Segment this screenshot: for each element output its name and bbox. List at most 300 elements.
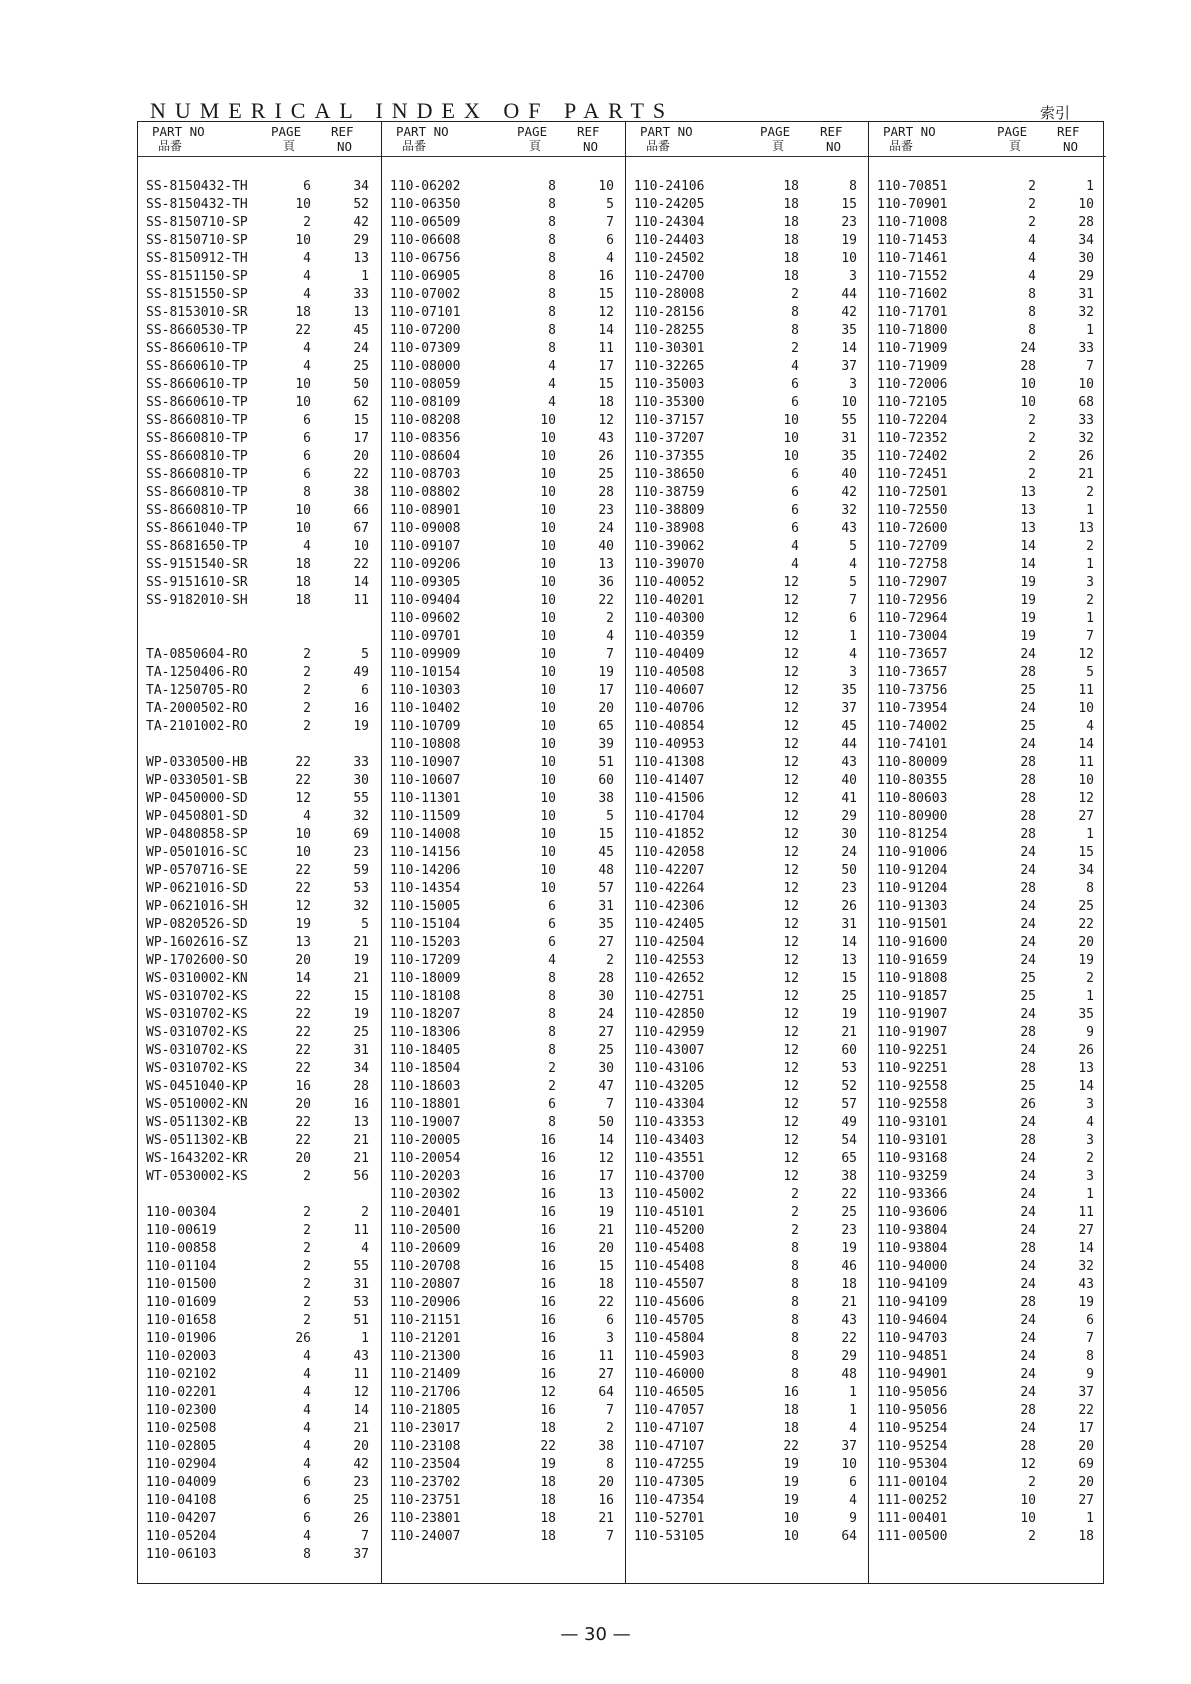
ref-number-cell: 26 [841, 899, 857, 914]
table-row [138, 880, 381, 898]
page-header: PAGE [997, 124, 1028, 139]
column-header [869, 122, 1106, 157]
ref-number-cell: 26 [1078, 449, 1094, 464]
ref-number-cell: 16 [598, 269, 614, 284]
table-row [869, 646, 1106, 664]
ref-number-cell: 43 [353, 1349, 369, 1364]
page-number-cell: 10 [540, 737, 556, 752]
part-number: 110-21805 [390, 1403, 461, 1418]
page-number-cell: 24 [1020, 647, 1036, 662]
page-number-cell: 8 [548, 341, 556, 356]
page-number-cell: 16 [540, 1187, 556, 1202]
page-number-cell: 10 [783, 413, 799, 428]
column-header [138, 122, 381, 157]
part-number: 110-80900 [877, 809, 948, 824]
table-row [626, 934, 869, 952]
part-number: 111-00401 [877, 1511, 948, 1526]
page-number-cell: 2 [303, 665, 311, 680]
ref-number-cell: 53 [353, 1295, 369, 1310]
page-number-cell: 6 [303, 1493, 311, 1508]
page-number-cell: 4 [303, 341, 311, 356]
part-number: WP-0480858-SP [146, 827, 248, 842]
table-row [869, 718, 1106, 736]
ref-number-cell: 42 [353, 215, 369, 230]
page-number-cell: 4 [303, 1529, 311, 1544]
page-number-cell: 24 [1020, 1205, 1036, 1220]
page-number-cell: 25 [1020, 683, 1036, 698]
ref-number-cell: 21 [353, 1151, 369, 1166]
table-row [626, 862, 869, 880]
ref-number-cell: 59 [353, 863, 369, 878]
part-number: 110-08208 [390, 413, 461, 428]
table-row [626, 1150, 869, 1168]
page-number-cell: 12 [1020, 1457, 1036, 1472]
page-number-cell: 24 [1020, 1223, 1036, 1238]
page-number-cell: 16 [783, 1385, 799, 1400]
page-number-cell: 8 [548, 1043, 556, 1058]
ref-number-cell: 23 [353, 1475, 369, 1490]
table-row [138, 1510, 381, 1528]
ref-number-cell: 55 [353, 1259, 369, 1274]
ref-number-cell: 13 [1078, 1061, 1094, 1076]
page-number-cell: 12 [783, 1151, 799, 1166]
page-number-cell: 10 [540, 611, 556, 626]
ref-number-cell: 16 [598, 1493, 614, 1508]
table-row [138, 1042, 381, 1060]
part-number: 110-40854 [634, 719, 705, 734]
ref-number-cell: 21 [353, 935, 369, 950]
ref-number-cell: 38 [598, 791, 614, 806]
part-number: SS-8660610-TP [146, 377, 248, 392]
ref-number-cell: 7 [361, 1529, 369, 1544]
ref-no-header: NO [1063, 139, 1079, 154]
part-number: 110-09008 [390, 521, 461, 536]
part-number: 110-01658 [146, 1313, 217, 1328]
table-row [382, 934, 626, 952]
part-number: 110-91204 [877, 863, 948, 878]
page-number-cell: 8 [548, 215, 556, 230]
page-number-cell: 24 [1020, 953, 1036, 968]
ref-number-cell: 20 [353, 1439, 369, 1454]
table-row [138, 1384, 381, 1402]
part-number: TA-1250705-RO [146, 683, 248, 698]
ref-number-cell: 4 [849, 1421, 857, 1436]
page-number-cell: 8 [548, 1025, 556, 1040]
page-number-cell: 8 [548, 1007, 556, 1022]
ref-number-cell: 25 [353, 1493, 369, 1508]
table-row [382, 844, 626, 862]
page-number-cell: 12 [783, 1097, 799, 1112]
part-number: 110-93168 [877, 1151, 948, 1166]
table-row [869, 1204, 1106, 1222]
table-row [626, 340, 869, 358]
table-row [869, 1132, 1106, 1150]
page-number-cell: 18 [783, 251, 799, 266]
ref-number-cell: 33 [1078, 341, 1094, 356]
table-row [138, 1474, 381, 1492]
ref-number-cell: 49 [353, 665, 369, 680]
ref-number-cell: 2 [1086, 539, 1094, 554]
page-number-cell: 24 [1020, 1043, 1036, 1058]
page-number-cell: 10 [540, 773, 556, 788]
ref-number-cell: 2 [1086, 485, 1094, 500]
page-number-cell: 18 [783, 233, 799, 248]
ref-number-cell: 4 [1086, 1115, 1094, 1130]
table-row [626, 376, 869, 394]
ref-number-cell: 2 [606, 1421, 614, 1436]
page-number-cell: 12 [783, 1079, 799, 1094]
table-row [869, 214, 1106, 232]
table-row [382, 1528, 626, 1546]
ref-number-cell: 29 [1078, 269, 1094, 284]
table-row [869, 826, 1106, 844]
ref-number-cell: 15 [841, 971, 857, 986]
part-number: 110-09404 [390, 593, 461, 608]
ref-number-cell: 15 [841, 197, 857, 212]
table-row [869, 304, 1106, 322]
part-number: 110-40953 [634, 737, 705, 752]
part-number: 110-37157 [634, 413, 705, 428]
part-number: 110-32265 [634, 359, 705, 374]
page-number-cell: 24 [1020, 1151, 1036, 1166]
table-row [382, 250, 626, 268]
page-number-cell: 12 [783, 917, 799, 932]
ref-number-cell: 43 [1078, 1277, 1094, 1292]
part-number: SS-8660610-TP [146, 395, 248, 410]
ref-number-cell: 21 [353, 1133, 369, 1148]
part-number: WP-0330501-SB [146, 773, 248, 788]
part-number: 110-18207 [390, 1007, 461, 1022]
part-number: 110-11509 [390, 809, 461, 824]
table-row [382, 1042, 626, 1060]
table-row [626, 1330, 869, 1348]
table-row [382, 268, 626, 286]
index-column-1 [138, 122, 381, 1583]
ref-number-cell: 42 [353, 1457, 369, 1472]
ref-number-cell: 6 [606, 233, 614, 248]
part-number: 110-47255 [634, 1457, 705, 1472]
table-row [626, 808, 869, 826]
table-row [869, 430, 1106, 448]
table-row [382, 1024, 626, 1042]
part-number: SS-9151610-SR [146, 575, 248, 590]
table-row [869, 178, 1106, 196]
part-number: 110-94901 [877, 1367, 948, 1382]
table-row [869, 322, 1106, 340]
ref-number-cell: 29 [841, 1349, 857, 1364]
page-number-cell: 16 [540, 1403, 556, 1418]
part-number: 110-04207 [146, 1511, 217, 1526]
table-row [382, 232, 626, 250]
page-number-cell: 12 [540, 1385, 556, 1400]
part-number: 110-24502 [634, 251, 705, 266]
table-row [138, 1222, 381, 1240]
page-number-cell: 22 [295, 755, 311, 770]
table-row [869, 1276, 1106, 1294]
parts-index-table [137, 121, 1104, 1584]
table-row [138, 1276, 381, 1294]
part-number: 110-35003 [634, 377, 705, 392]
ref-number-cell: 29 [841, 809, 857, 824]
part-number: SS-8150710-SP [146, 233, 248, 248]
part-number: 110-09107 [390, 539, 461, 554]
table-row [382, 1366, 626, 1384]
ref-number-cell: 34 [353, 179, 369, 194]
part-number: WS-0310702-KS [146, 1007, 248, 1022]
page-number-cell: 2 [303, 1223, 311, 1238]
ref-number-cell: 9 [1086, 1025, 1094, 1040]
ref-number-cell: 40 [841, 773, 857, 788]
page-number-cell: 16 [540, 1169, 556, 1184]
table-row [138, 412, 381, 430]
table-row [626, 1420, 869, 1438]
table-row [382, 1204, 626, 1222]
part-number: 110-70851 [877, 179, 948, 194]
part-number: 110-45705 [634, 1313, 705, 1328]
ref-number-cell: 24 [598, 1007, 614, 1022]
ref-number-cell: 14 [598, 323, 614, 338]
page-number-cell: 12 [783, 809, 799, 824]
ref-number-cell: 5 [849, 575, 857, 590]
table-row [382, 1492, 626, 1510]
part-number: 110-38759 [634, 485, 705, 500]
page-number-cell: 10 [540, 629, 556, 644]
page-number-cell: 25 [1020, 1079, 1036, 1094]
ref-number-cell: 26 [1078, 1043, 1094, 1058]
table-row [869, 1294, 1106, 1312]
page-number-cell: 2 [303, 1313, 311, 1328]
table-row [138, 304, 381, 322]
ref-number-cell: 12 [598, 1151, 614, 1166]
part-number: 110-02805 [146, 1439, 217, 1454]
part-number: 110-72758 [877, 557, 948, 572]
page-number-cell: 16 [540, 1277, 556, 1292]
ref-number-cell: 28 [598, 971, 614, 986]
part-number: 110-72402 [877, 449, 948, 464]
table-row [138, 1240, 381, 1258]
part-number: SS-8660610-TP [146, 341, 248, 356]
page-number-cell: 18 [295, 593, 311, 608]
page-number-cell: 2 [303, 647, 311, 662]
page-number-cell: 10 [540, 791, 556, 806]
page-number: — 30 — [560, 1624, 631, 1645]
page-number-cell: 12 [783, 1043, 799, 1058]
table-row [382, 826, 626, 844]
table-row [382, 1060, 626, 1078]
table-row [626, 358, 869, 376]
part-number: 110-42751 [634, 989, 705, 1004]
ref-number-cell: 15 [598, 287, 614, 302]
ref-number-cell: 17 [598, 359, 614, 374]
part-number: 110-24700 [634, 269, 705, 284]
ref-number-cell: 25 [353, 1025, 369, 1040]
ref-number-cell: 67 [353, 521, 369, 536]
ref-number-cell: 10 [1078, 377, 1094, 392]
part-number: 110-38809 [634, 503, 705, 518]
page-number-cell: 2 [548, 1079, 556, 1094]
table-row [138, 664, 381, 682]
table-row [626, 1096, 869, 1114]
table-row [869, 790, 1106, 808]
ref-number-cell: 48 [598, 863, 614, 878]
page-number-cell: 16 [540, 1223, 556, 1238]
ref-number-cell: 19 [841, 1241, 857, 1256]
ref-number-cell: 27 [1078, 1223, 1094, 1238]
page-number-cell: 10 [540, 449, 556, 464]
table-row [382, 1330, 626, 1348]
page-number-cell: 14 [1020, 557, 1036, 572]
table-row [869, 1024, 1106, 1042]
page-number-cell: 2 [303, 1169, 311, 1184]
table-row [626, 502, 869, 520]
table-row [382, 538, 626, 556]
table-row [382, 556, 626, 574]
part-number: 110-42504 [634, 935, 705, 950]
table-row [382, 340, 626, 358]
ref-number-cell: 2 [606, 953, 614, 968]
part-number: 110-74002 [877, 719, 948, 734]
part-number: SS-8660810-TP [146, 413, 248, 428]
page-number-cell: 8 [1028, 323, 1036, 338]
page-number-cell: 10 [540, 683, 556, 698]
table-row [138, 628, 381, 646]
part-number: 110-73004 [877, 629, 948, 644]
page-number-cell: 12 [783, 953, 799, 968]
table-row [382, 592, 626, 610]
part-number: WP-0330500-HB [146, 755, 248, 770]
ref-number-cell: 46 [841, 1259, 857, 1274]
part-number: 110-10303 [390, 683, 461, 698]
ref-number-cell: 6 [849, 611, 857, 626]
part-number: 110-24304 [634, 215, 705, 230]
table-row [626, 1114, 869, 1132]
ref-number-cell: 53 [353, 881, 369, 896]
ref-number-cell: 37 [353, 1547, 369, 1562]
page-number-cell: 28 [1020, 881, 1036, 896]
page-number-cell: 4 [303, 1367, 311, 1382]
page-title: NUMERICAL INDEX OF PARTS [150, 98, 675, 123]
ref-number-cell: 48 [841, 1367, 857, 1382]
part-number: 110-94703 [877, 1331, 948, 1346]
ref-number-cell: 3 [849, 665, 857, 680]
page-number-cell: 12 [783, 647, 799, 662]
table-row [382, 880, 626, 898]
page-number-cell: 24 [1020, 1259, 1036, 1274]
part-number: 110-06509 [390, 215, 461, 230]
table-row [138, 736, 381, 754]
table-row [869, 628, 1106, 646]
table-row [869, 1348, 1106, 1366]
page-number-cell: 12 [783, 971, 799, 986]
table-row [869, 952, 1106, 970]
page-number-cell: 10 [540, 485, 556, 500]
ref-number-cell: 20 [598, 1475, 614, 1490]
ref-number-cell: 1 [1086, 503, 1094, 518]
part-number: SS-9151540-SR [146, 557, 248, 572]
page-number-cell: 10 [295, 827, 311, 842]
part-number: 110-38650 [634, 467, 705, 482]
page-number-cell: 28 [1020, 791, 1036, 806]
page-number-cell: 12 [783, 1061, 799, 1076]
page-number-cell: 6 [303, 1475, 311, 1490]
table-row [869, 556, 1106, 574]
part-number: 110-20302 [390, 1187, 461, 1202]
table-row [869, 1474, 1106, 1492]
ref-number-cell: 2 [1086, 593, 1094, 608]
page-number-cell: 16 [540, 1241, 556, 1256]
ref-number-cell: 64 [841, 1529, 857, 1544]
table-row [138, 1420, 381, 1438]
table-row [869, 502, 1106, 520]
part-number: TA-1250406-RO [146, 665, 248, 680]
page-number-cell: 8 [548, 305, 556, 320]
part-number: SS-8660810-TP [146, 485, 248, 500]
part-number: 110-43007 [634, 1043, 705, 1058]
page-number-cell: 4 [303, 1385, 311, 1400]
ref-number-cell: 23 [841, 1223, 857, 1238]
ref-number-cell: 19 [353, 719, 369, 734]
page-number-cell: 4 [1028, 269, 1036, 284]
ref-number-cell: 27 [598, 935, 614, 950]
page-number-cell: 19 [295, 917, 311, 932]
table-row [382, 1240, 626, 1258]
table-row [382, 1420, 626, 1438]
page-number-cell: 12 [783, 863, 799, 878]
page-number-cell: 12 [783, 701, 799, 716]
page-number-cell: 2 [1028, 413, 1036, 428]
part-number: 110-28008 [634, 287, 705, 302]
page-number-cell: 10 [540, 701, 556, 716]
part-number: 110-45101 [634, 1205, 705, 1220]
page-number-cell: 10 [540, 719, 556, 734]
part-number: TA-2000502-RO [146, 701, 248, 716]
table-row [626, 1384, 869, 1402]
table-row [138, 214, 381, 232]
ref-number-cell: 39 [598, 737, 614, 752]
ref-number-cell: 6 [1086, 1313, 1094, 1328]
part-number: 110-93259 [877, 1169, 948, 1184]
part-number: 110-91857 [877, 989, 948, 1004]
ref-number-cell: 27 [1078, 1493, 1094, 1508]
table-row [869, 250, 1106, 268]
ref-number-cell: 13 [1078, 521, 1094, 536]
part-number: 110-23702 [390, 1475, 461, 1490]
table-row [869, 772, 1106, 790]
part-number: 110-95056 [877, 1385, 948, 1400]
ref-number-cell: 17 [598, 683, 614, 698]
part-number: 110-02102 [146, 1367, 217, 1382]
page-number-cell: 6 [548, 917, 556, 932]
ref-number-cell: 7 [1086, 629, 1094, 644]
part-number: 110-72352 [877, 431, 948, 446]
table-row [382, 736, 626, 754]
page-number-cell: 19 [1020, 629, 1036, 644]
part-number: 110-18801 [390, 1097, 461, 1112]
ref-number-cell: 22 [353, 467, 369, 482]
table-row [382, 1186, 626, 1204]
table-row [138, 430, 381, 448]
part-number: 110-52701 [634, 1511, 705, 1526]
part-number: 110-40300 [634, 611, 705, 626]
ref-number-cell: 26 [598, 449, 614, 464]
page-number-cell: 10 [540, 593, 556, 608]
part-number: 110-08000 [390, 359, 461, 374]
part-number: 110-72204 [877, 413, 948, 428]
ref-number-cell: 19 [598, 665, 614, 680]
ref-number-cell: 7 [606, 1403, 614, 1418]
page-number-cell: 16 [540, 1295, 556, 1310]
table-row [626, 304, 869, 322]
